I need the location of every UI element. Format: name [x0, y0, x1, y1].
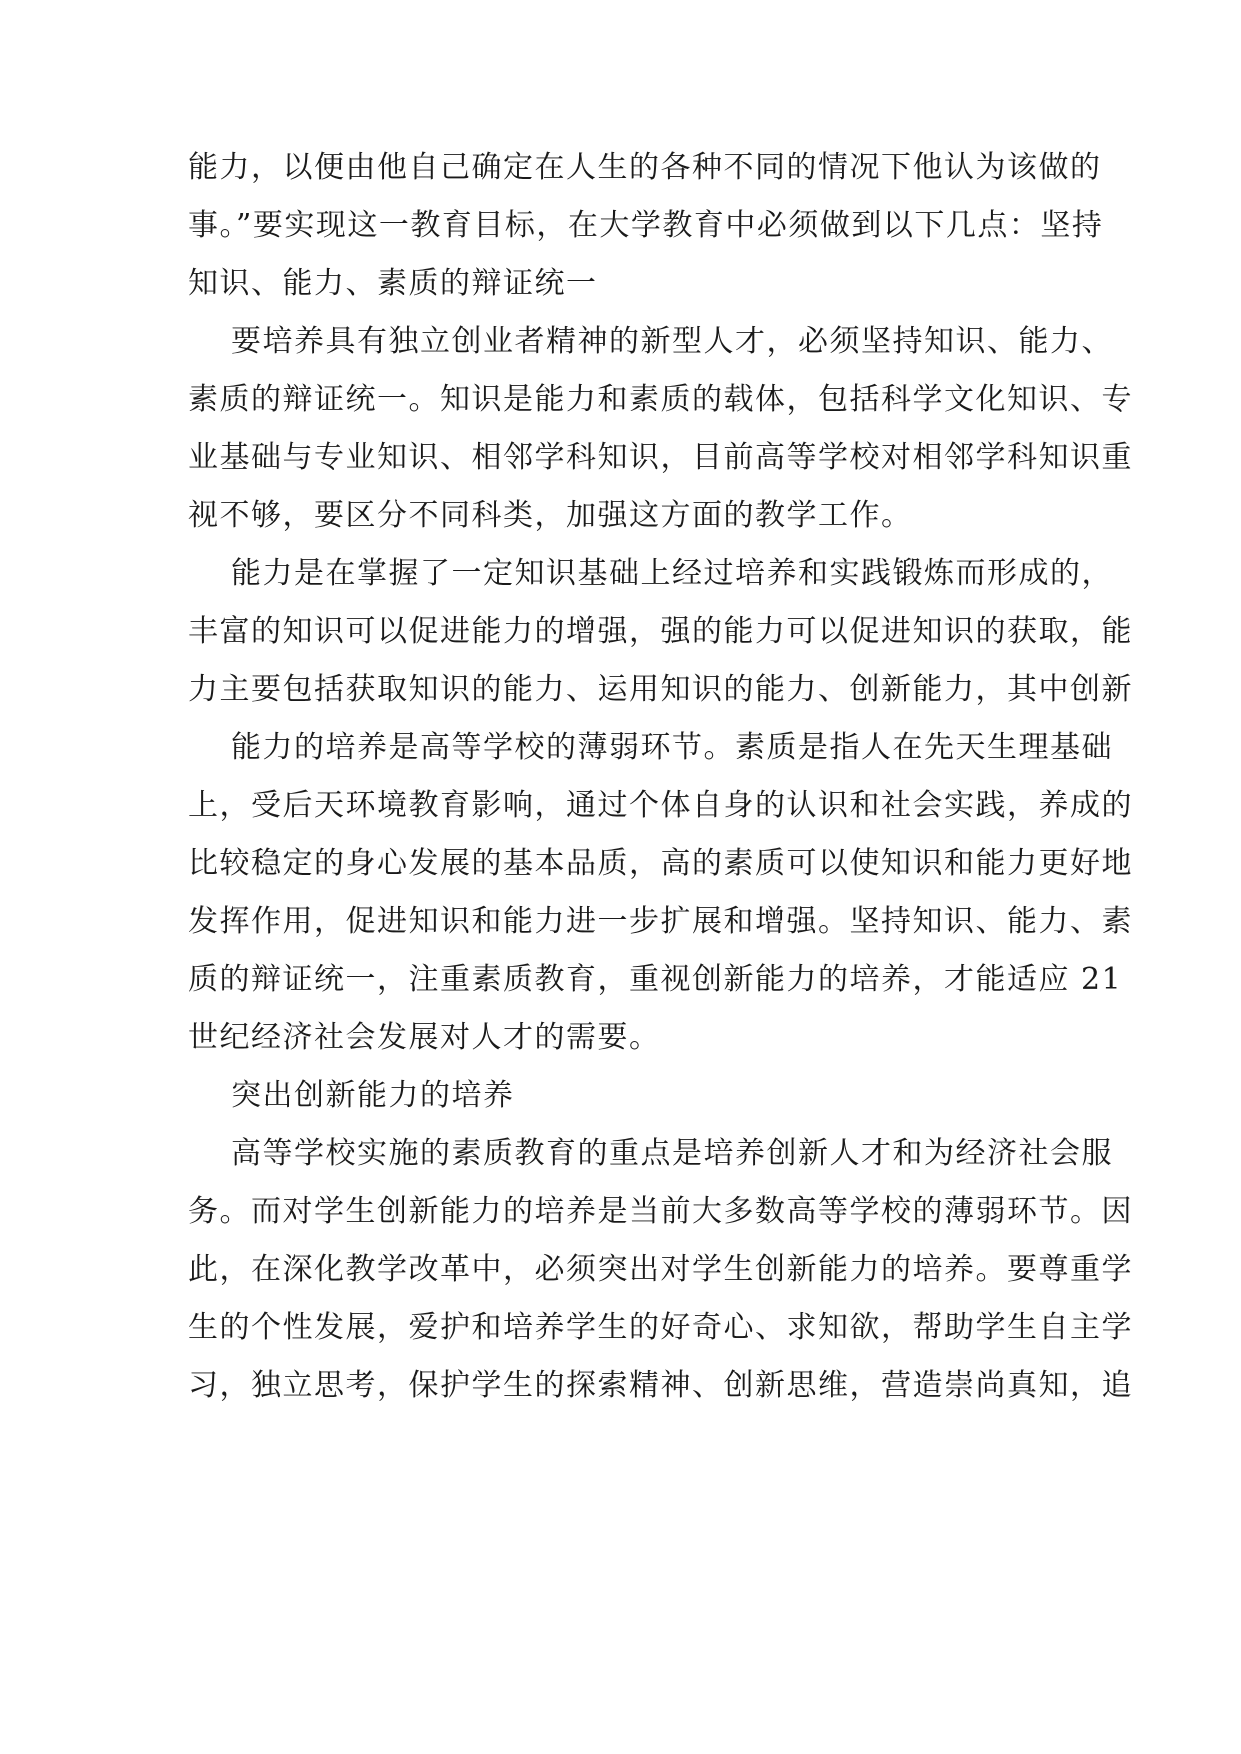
text-line: 世纪经济社会发展对人才的需要。	[188, 1020, 661, 1055]
text-line: 素质的辩证统一。知识是能力和素质的载体，包括科学文化知识、专	[188, 382, 1133, 417]
text-line: 力主要包括获取知识的能力、运用知识的能力、创新能力，其中创新	[188, 672, 1133, 707]
text-line: 高等学校实施的素质教育的重点是培养创新人才和为经济社会服	[231, 1136, 1113, 1171]
section-heading: 突出创新能力的培养	[231, 1078, 515, 1113]
text-line: 此，在深化教学改革中，必须突出对学生创新能力的培养。要尊重学	[188, 1252, 1133, 1287]
text-line: 上，受后天环境教育影响，通过个体自身的认识和社会实践，养成的	[188, 788, 1133, 823]
text-line: 生的个性发展，爱护和培养学生的好奇心、求知欲，帮助学生自主学	[188, 1310, 1133, 1345]
text-line: 比较稳定的身心发展的基本品质，高的素质可以使知识和能力更好地	[188, 846, 1133, 881]
text-line: 能力的培养是高等学校的薄弱环节。素质是指人在先天生理基础	[231, 730, 1113, 765]
text-line: 能力是在掌握了一定知识基础上经过培养和实践锻炼而形成的，	[231, 556, 1113, 591]
text-line: 务。而对学生创新能力的培养是当前大多数高等学校的薄弱环节。因	[188, 1194, 1133, 1229]
text-line: 视不够，要区分不同科类，加强这方面的教学工作。	[188, 498, 913, 533]
text-line: 习，独立思考，保护学生的探索精神、创新思维，营造崇尚真知，追	[188, 1368, 1133, 1403]
text-line: 质的辩证统一，注重素质教育，重视创新能力的培养，才能适应 21	[188, 962, 1123, 997]
text-line: 丰富的知识可以促进能力的增强，强的能力可以促进知识的获取，能	[188, 614, 1133, 649]
text-line: 知识、能力、素质的辩证统一	[188, 266, 598, 301]
text-line: 能力，以便由他自己确定在人生的各种不同的情况下他认为该做的	[188, 150, 1102, 185]
text-line: 发挥作用，促进知识和能力进一步扩展和增强。坚持知识、能力、素	[188, 904, 1133, 939]
text-line: 要培养具有独立创业者精神的新型人才，必须坚持知识、能力、	[231, 324, 1113, 359]
text-line: 业基础与专业知识、相邻学科知识，目前高等学校对相邻学科知识重	[188, 440, 1133, 475]
text-line: 事。”要实现这一教育目标，在大学教育中必须做到以下几点：坚持	[188, 208, 1104, 243]
